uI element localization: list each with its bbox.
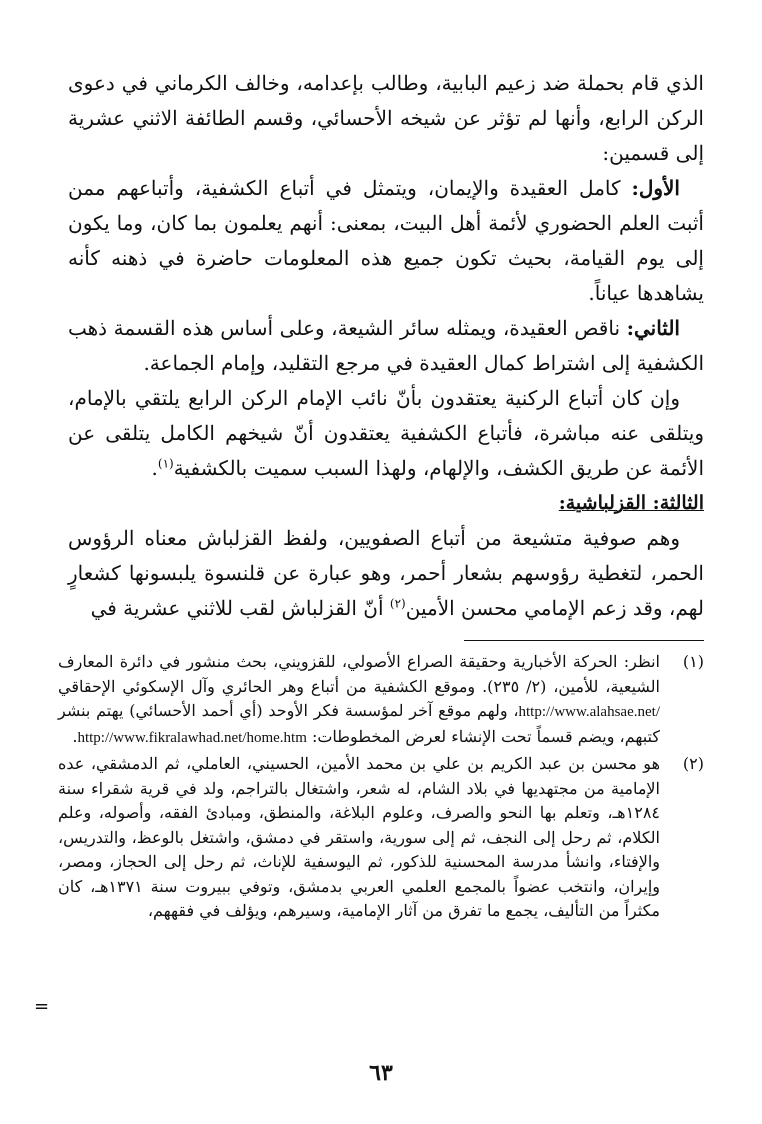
continuation-mark: = (34, 996, 50, 1017)
paragraph-kashfiyya (68, 381, 704, 486)
footnotes (58, 650, 704, 926)
main-text (68, 66, 704, 626)
footnote-divider (464, 640, 704, 641)
link-fikralawhad[interactable]: http://www.fikralawhad.net/home.htm (77, 729, 307, 746)
first-type-label: الأول: (631, 176, 680, 200)
footnote-number: (٢) (682, 754, 704, 773)
paragraph-qizilbash (68, 521, 704, 626)
paragraph-first-type (68, 171, 704, 311)
second-type-label: الثاني: (626, 316, 680, 340)
footnote-ref-1: (١) (157, 456, 174, 471)
first-type-text: كامل العقيدة والإيمان، ويتمثل في أتباع الكشفية، وأتباعهم ممن أثبت العلم الحضوري لأئمة أهل البيت، بمعنى: أنهم يعلمون بما كان، وما يكون إلى يوم القيامة، بحيث تكون جميع هذه المعلومات حاضرة في ذهنه كأنه يشاهدها عياناً. (68, 176, 704, 305)
footnote-2 (58, 752, 704, 924)
footnote-1-text-a: انظر: الحركة الأخبارية وحقيقة الصراع الأصولي، للقزويني، بحث منشور في دائرة المعارف الشيعية، للأمين، (٢/ ٢٣٥). وموقع الكشفية من أتباع وهر الحائري وآل الإسكوئي الإحقاقي (58, 652, 660, 696)
kashfiyya-end: . (151, 456, 158, 480)
footnote-ref-2: (٢) (389, 596, 406, 611)
paragraph-second-type (68, 311, 704, 381)
link-alahsae[interactable]: http://www.alahsae.net/ (518, 704, 660, 720)
page-number: ٦٣ (369, 1060, 393, 1086)
qizilbash-text: وهم صوفية متشيعة من أتباع الصفويين، ولفظ القزلباش معناه الرؤوس الحمر، لتغطية رؤوسهم بشعار أحمر، وهو عبارة عن قلنسوة يلبسونها كشعارٍ لهم، وقد زعم الإمامي محسن الأمين (68, 526, 704, 620)
qizilbash-end: أنّ القزلباش لقب للاثني عشرية في (90, 596, 390, 620)
section-heading-qizilbash: الثالثة: القزلباشية: (558, 492, 704, 514)
footnote-1-text-b: ، ولهم موقع آخر لمؤسسة فكر الأوحد (أي أحمد الأحسائي) يهتم بنشر كتبهم، ويضم قسماً تحت الإنشاء لعرض المخطوطات: (58, 701, 660, 746)
footnote-text: هو محسن بن عبد الكريم بن علي بن محمد الأمين، الحسيني، العاملي، ثم الدمشقي، عده الإمامية من مجتهديها في بلاد الشام، له شعر، واشتغال بالتراجم، ولد في قرية شقراء سنة ١٢٨٤هـ، وتعلم بها النحو والصرف، وعلوم البلاغة، والمنطق، ومبادئ الفقه، وأصوله، وعلم الكلام، ثم رحل إلى النجف، ثم إلى سورية، واستقر في دمشق، واشتغل بالوعظ، والتدريس، والإفتاء، وانشأ مدرسة المحسنية للذكور، ثم اليوسفية للإناث، ثم رحل إلى الحجاز، ومصر، وإيران، وانتخب عضواً بالمجمع العلمي العربي بدمشق، وتوفي ببيروت سنة ١٣٧١هـ، كان مكثراً من التأليف، يجمع ما تفرق من آثار الإمامية، وسيرهم، ويؤلف في فقههم، (58, 754, 661, 920)
second-type-text: ناقص العقيدة، ويمثله سائر الشيعة، وعلى أساس هذه القسمة ذهب الكشفية إلى اشتراط كمال العقيدة في مرجع التقليد، وإمام الجماعة. (68, 316, 704, 375)
paragraph-intro: الذي قام بحملة ضد زعيم البابية، وطالب بإعدامه، وخالف الكرماني في دعوى الركن الرابع، وأنها لم تؤثر عن شيخه الأحسائي، وقسم الطائفة الاثني عشرية إلى قسمين: (68, 71, 704, 165)
footnote-1 (58, 650, 704, 750)
footnote-number: (١) (682, 652, 704, 671)
footnote-text (58, 650, 660, 750)
footnote-1-text-c: . (72, 726, 78, 746)
kashfiyya-text: وإن كان أتباع الركنية يعتقدون بأنّ نائب الإمام الركن الرابع يلتقي بالإمام، ويتلقى عنه مباشرة، فأتباع الكشفية يعتقدون أنّ شيخهم الكامل يتلقى عن الأئمة عن طريق الكشف، والإلهام، ولهذا السبب سميت بالكشفية (68, 386, 704, 480)
